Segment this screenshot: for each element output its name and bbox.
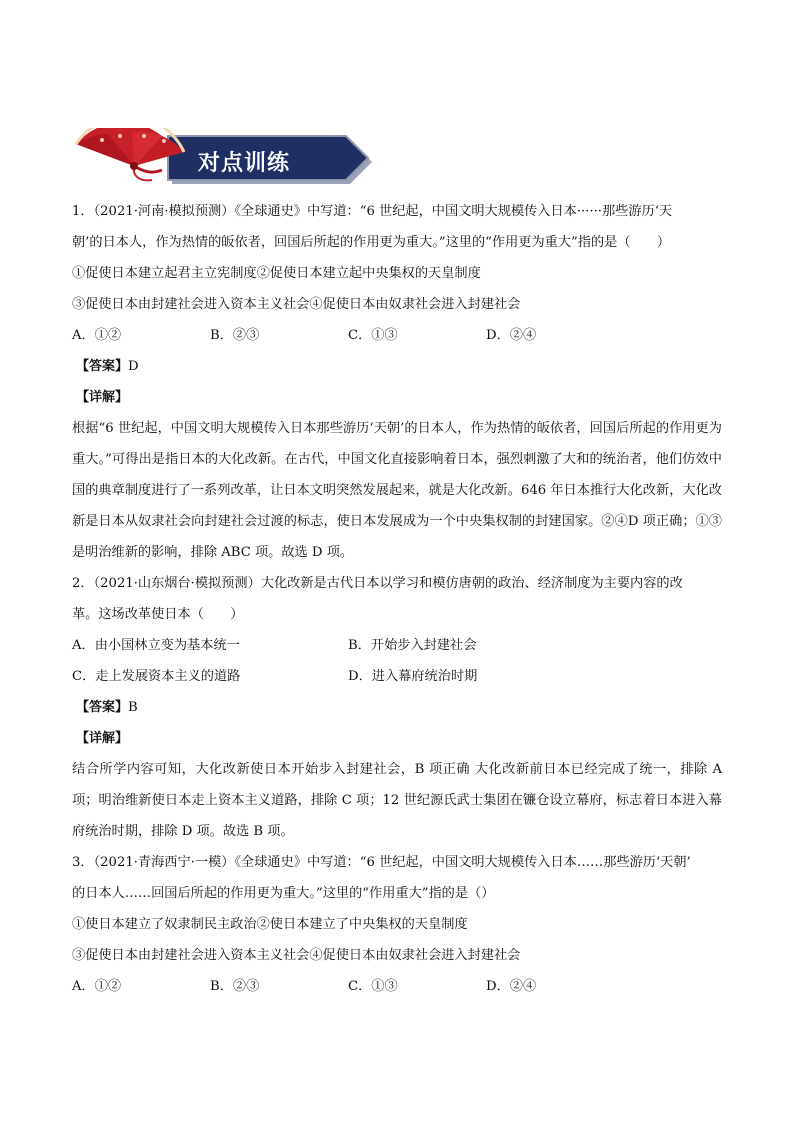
question-2-answer (76, 692, 722, 723)
question-3-option-a[interactable]: A．①② (72, 979, 122, 994)
question-3-option-d[interactable]: D．②④ (486, 979, 537, 994)
detail-label: 【详解】 (76, 731, 129, 746)
question-1 (72, 196, 722, 568)
question-1-stem-line2: 朝’的日本人，作为热情的皈依者，回国后所起的作用更为重大。”这里的“作用更为重大”指的是（ ） (72, 235, 671, 250)
question-1-detail: 根据“6 世纪起，中国文明大规模传入日本那些游历‘天朝’的日本人，作为热情的皈依者，回国后所起的作用更为重大。”可得出是指日本的大化改新。在古代，中国文化直接影响着日本，强烈刺激了大和的统治者，他们仿效中国的典章制度进行了一系列改革，让日本文明突然发展起来，就是大化改新。646 年日本推行大化改新，大化改新是日本从奴隶社会向封建社会过渡的标志，使日本发展成为一个中央集权制的封建国家。②④D 项正确；①③是明治维新的影响，排除 ABC 项。故选 D 项。 (72, 421, 722, 560)
question-2-stem-line2: 革。这场改革使日本（ ） (72, 607, 244, 622)
question-list (72, 196, 722, 1002)
question-1-option-a[interactable]: A．①② (72, 328, 122, 343)
section-title: 对点训练 (198, 151, 291, 176)
question-2-stem-line1: 2．（2021·山东烟台·模拟预测）大化改新是古代日本以学习和模仿唐朝的政治、经济制度为主要内容的改 (72, 576, 683, 591)
question-2-option-a[interactable]: A．由小国林立变为基本统一 (72, 638, 240, 653)
question-3-statement-1: ①使日本建立了奴隶制民主政治②使日本建立了中央集权的天皇制度 (72, 917, 468, 932)
question-3-option-b[interactable]: B．②③ (210, 979, 260, 994)
question-2-option-d[interactable]: D．进入幕府统治时期 (348, 669, 478, 684)
question-1-option-d[interactable]: D．②④ (486, 328, 537, 343)
question-2-detail-heading (76, 723, 722, 754)
question-1-answer (76, 351, 722, 382)
question-1-options (72, 320, 722, 351)
question-1-option-b[interactable]: B．②③ (210, 328, 260, 343)
answer-value: D (128, 359, 139, 374)
answer-label: 【答案】 (76, 700, 129, 715)
question-3-options (72, 971, 722, 1002)
question-1-statement-1: ①促使日本建立起君主立宪制度②促使日本建立起中央集权的天皇制度 (72, 266, 481, 281)
question-3-option-c[interactable]: C．①③ (348, 979, 398, 994)
question-1-statement-2: ③促使日本由封建社会进入资本主义社会④促使日本由奴隶社会进入封建社会 (72, 297, 521, 312)
question-3-stem-line1: 3．（2021·青海西宁·一模）《全球通史》中写道：“6 世纪起，中国文明大规模传入日本……那些游历‘天朝’ (72, 855, 691, 870)
question-2-detail: 结合所学内容可知，大化改新使日本开始步入封建社会，B 项正确 大化改新前日本已经完成了统一，排除 A 项；明治维新使日本走上资本主义道路，排除 C 项；12 世纪源氏武士集团在镰仓设立幕府，标志着日本进入幕府统治时期，排除 D 项。故选 B 项。 (72, 762, 722, 839)
question-1-stem-line1: 1．（2021·河南·模拟预测）《全球通史》中写道：“6 世纪起，中国文明大规模传入日本······那些游历‘天 (72, 204, 673, 219)
question-3-stem-line2: 的日本人……回国后所起的作用更为重大。”这里的“作用重大”指的是（） (72, 886, 495, 901)
answer-value: B (128, 700, 138, 715)
question-1-detail-heading (76, 382, 722, 413)
question-2-options-row1 (72, 630, 722, 661)
answer-label: 【答案】 (76, 359, 129, 374)
question-2 (72, 568, 722, 847)
detail-label: 【详解】 (76, 390, 129, 405)
question-3-statement-2: ③促使日本由封建社会进入资本主义社会④促使日本由奴隶社会进入封建社会 (72, 948, 521, 963)
question-2-option-c[interactable]: C．走上发展资本主义的道路 (72, 669, 241, 684)
question-2-option-b[interactable]: B．开始步入封建社会 (348, 638, 477, 653)
question-2-options-row2 (72, 661, 722, 692)
question-1-option-c[interactable]: C．①③ (348, 328, 398, 343)
question-3 (72, 847, 722, 1002)
